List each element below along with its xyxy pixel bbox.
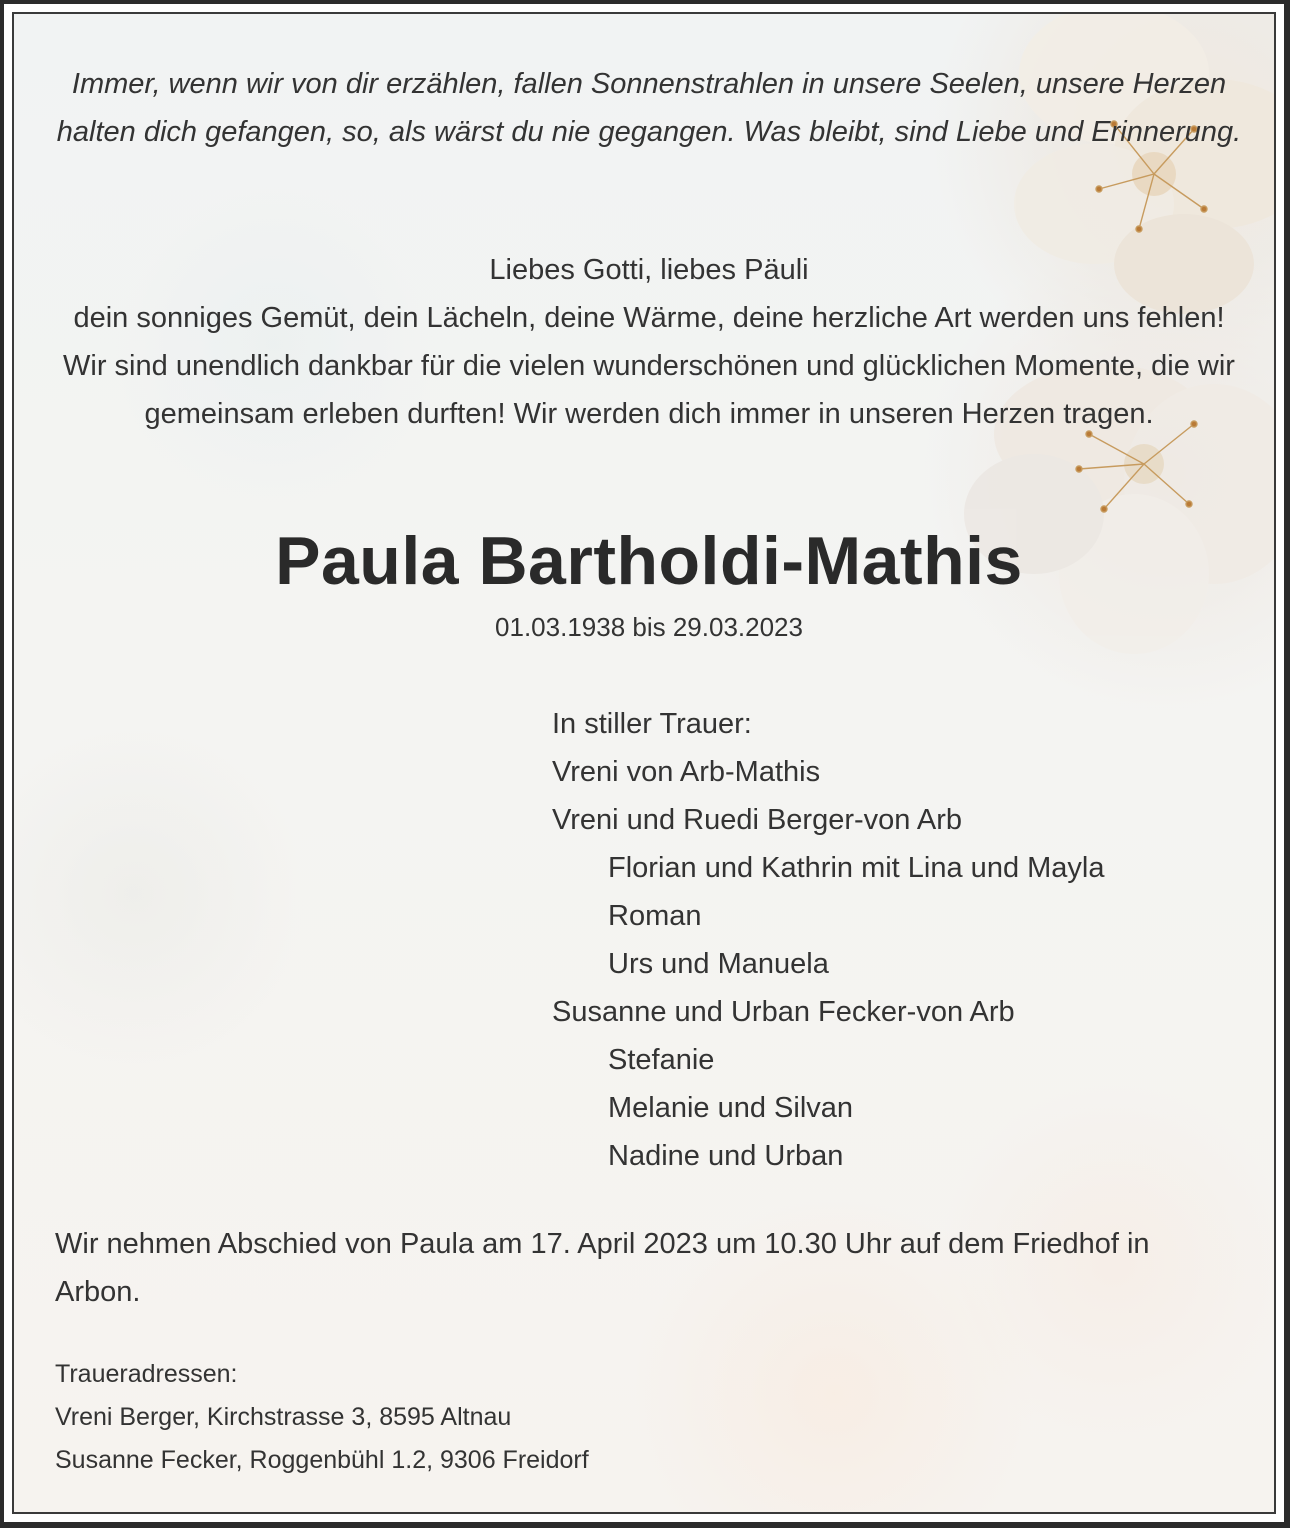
funeral-announcement: Wir nehmen Abschied von Paula am 17. April 2023 um 10.30 Uhr auf dem Friedhof in Arbon. bbox=[55, 1228, 1150, 1308]
address-line: Susanne Fecker, Roggenbühl 1.2, 9306 Freidorf bbox=[55, 1446, 589, 1474]
mourner-entry: Melanie und Silvan bbox=[608, 1092, 854, 1124]
message-body: dein sonniges Gemüt, dein Lächeln, deine Wärme, deine herzliche Art werden uns fehlen! Wir sind unendlich dankbar für die vielen wunderschönen und glücklichen Momente, die wir gemeinsam erleben durften! Wir werden dich immer in unseren Herzen tragen. bbox=[63, 302, 1235, 430]
mourner-entry: Vreni und Ruedi Berger-von Arb bbox=[552, 804, 962, 836]
mourning-addresses bbox=[55, 1353, 589, 1482]
mourner-entry: Vreni von Arb-Mathis bbox=[552, 756, 821, 788]
mourners-heading: In stiller Trauer: bbox=[552, 708, 752, 740]
mourner-entry: Nadine und Urban bbox=[608, 1140, 844, 1172]
mourner-entry: Urs und Manuela bbox=[608, 948, 829, 980]
mourner-entry: Florian und Kathrin mit Lina und Mayla bbox=[608, 852, 1105, 884]
mourners-list bbox=[552, 700, 1104, 1180]
mourner-entry: Roman bbox=[608, 900, 702, 932]
deceased-name: Paula Bartholdi-Mathis bbox=[275, 523, 1023, 599]
personal-message bbox=[54, 246, 1244, 438]
mourner-entry: Stefanie bbox=[608, 1044, 715, 1076]
obituary-frame bbox=[4, 4, 1284, 1522]
obituary-card bbox=[12, 12, 1276, 1514]
poem-verse: Immer, wenn wir von dir erzählen, fallen Sonnenstrahlen in unsere Seelen, unsere Herzen halten dich gefangen, so, als wärst du nie gegangen. Was bleibt, sind Liebe und Erinnerung. bbox=[56, 68, 1242, 148]
life-dates: 01.03.1938 bis 29.03.2023 bbox=[495, 612, 803, 642]
address-line: Vreni Berger, Kirchstrasse 3, 8595 Altnau bbox=[55, 1403, 512, 1431]
addresses-heading: Traueradressen: bbox=[55, 1360, 238, 1388]
message-salutation: Liebes Gotti, liebes Päuli bbox=[489, 254, 809, 286]
mourner-entry: Susanne und Urban Fecker-von Arb bbox=[552, 996, 1015, 1028]
